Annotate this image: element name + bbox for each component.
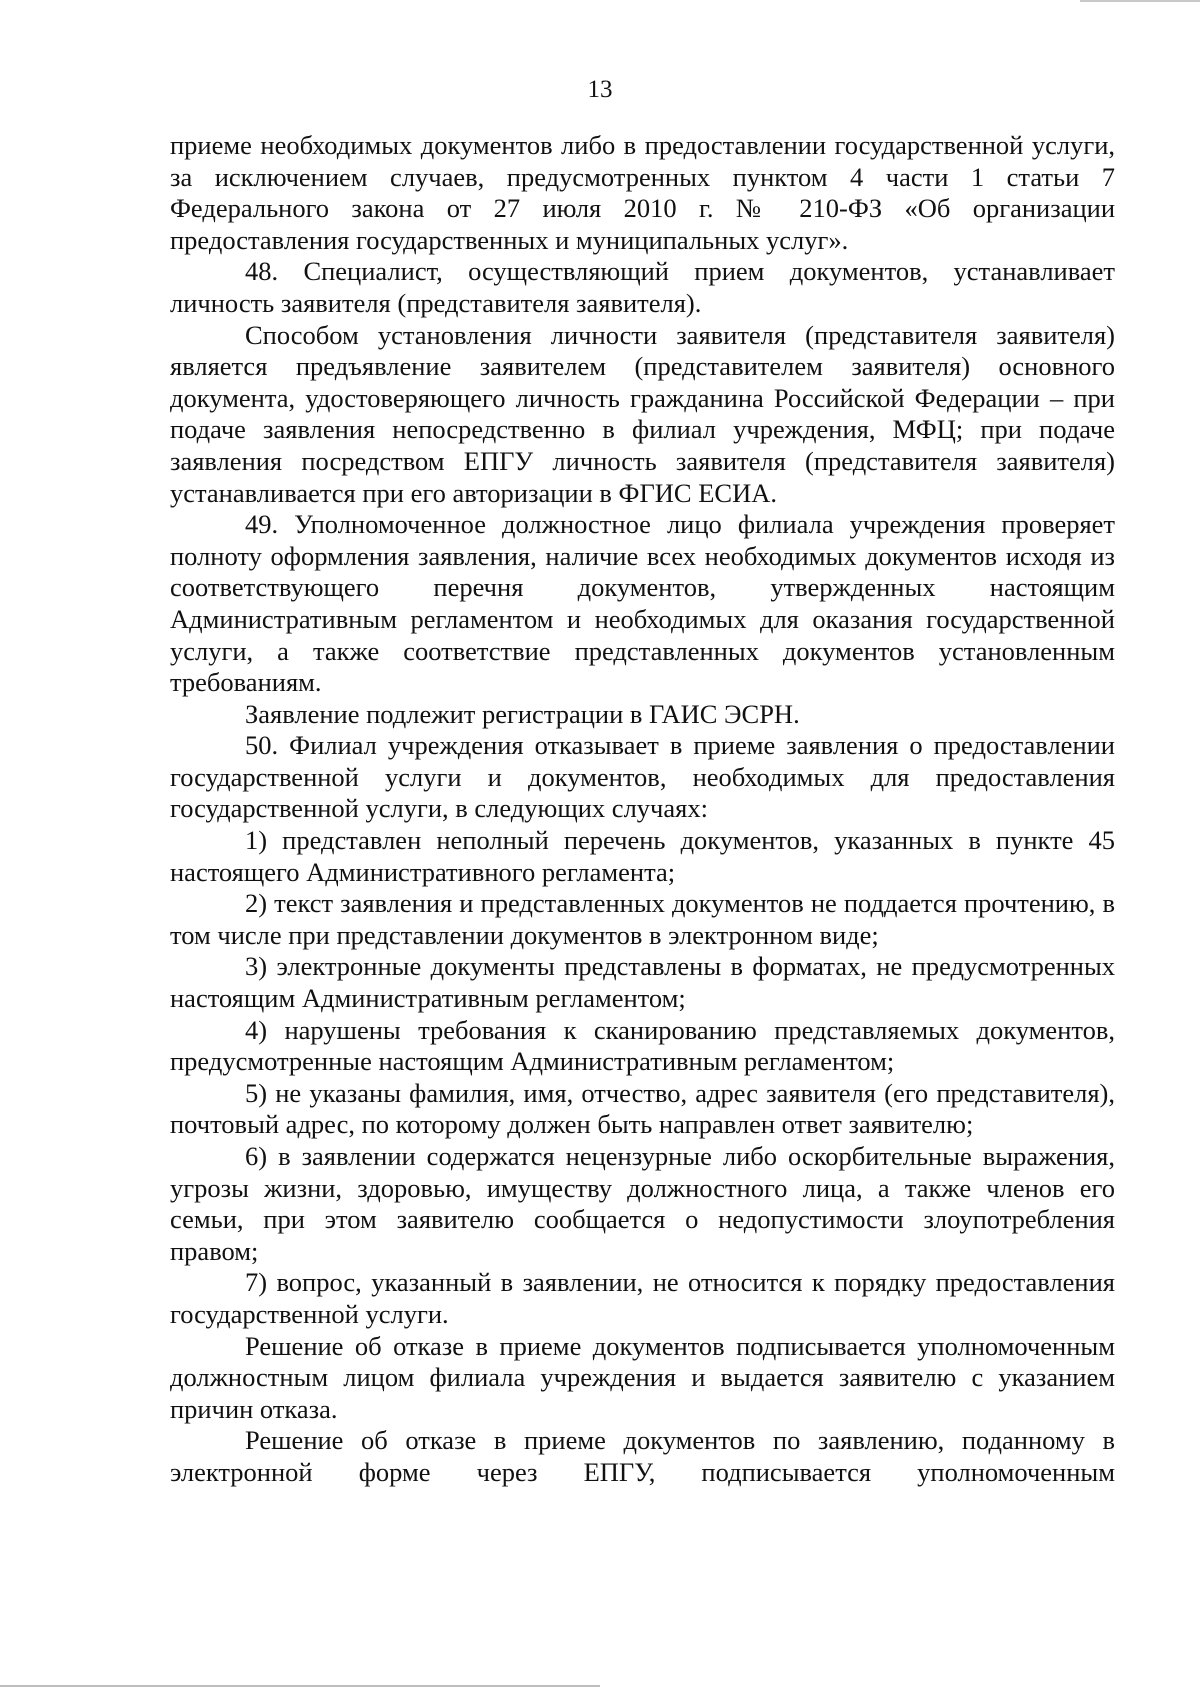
list-item-4: 4) нарушены требования к сканированию представляемых документов, предусмотренные настоящим Административным регламентом; [170,1014,1115,1077]
list-item-3: 3) электронные документы представлены в форматах, не предусмотренных настоящим Административным регламентом; [170,951,1115,1014]
scan-edge-line-bottom [0,1685,600,1687]
paragraph-50: 50. Филиал учреждения отказывает в приеме заявления о предоставлении государственной услуги и документов, необходимых для предоставления государственной услуги, в следующих случаях: [170,730,1115,824]
paragraph-registration: Заявление подлежит регистрации в ГАИС ЭСРН. [245,698,800,729]
paragraph-48: 48. Специалист, осуществляющий прием документов, устанавливает личность заявителя (представителя заявителя). [170,256,1115,318]
paragraph-electronic-refusal: Решение об отказе в приеме документов по заявлению, поданному в электронной форме через ЕПГУ, подписывается уполномоченным [170,1425,1115,1487]
list-item-2: 2) текст заявления и представленных документов не поддается прочтению, в том числе при представлении документов в электронном виде; [170,888,1115,950]
list-item-1: 1) представлен неполный перечень документов, указанных в пункте 45 настоящего Административного регламента; [170,825,1115,887]
scan-edge-line-top [1080,0,1200,2]
paragraph-continuation: приеме необходимых документов либо в предоставлении государственной услуги, за исключением случаев, предусмотренных пунктом 4 части 1 статьи 7 Федерального закона от 27 июля 2010 г. № 210-ФЗ «Об организации предоставления государственных и муниципальных услуг». [170,130,1115,255]
list-item-6: 6) в заявлении содержатся нецензурные либо оскорбительные выражения, угрозы жизни, здоровью, имуществу должностного лица, а также членов его семьи, при этом заявителю сообщается о недопустимости злоупотребления правом; [170,1141,1115,1266]
paragraph-49: 49. Уполномоченное должностное лицо филиала учреждения проверяет полноту оформления заявления, наличие всех необходимых документов исходя из соответствующего перечня документов, утвержденных настоящим Административным регламентом и необходимых для оказания государственной услуги, а также соответствие представленных документов установленным требованиям. [170,509,1115,698]
list-item-5: 5) не указаны фамилия, имя, отчество, адрес заявителя (его представителя), почтовый адрес, по которому должен быть направлен ответ заявителю; [170,1077,1115,1140]
paragraph-identity-method: Способом установления личности заявителя (представителя заявителя) является предъявление заявителем (представителем заявителя) основного документа, удостоверяющего личность гражданина Российской Федерации – при подаче заявления непосредственно в филиал учреждения, МФЦ; при подаче заявления посредством ЕПГУ личность заявителя (представителя заявителя) устанавливается при его авторизации в ФГИС ЕСИА. [170,319,1115,508]
paragraph-refusal-decision: Решение об отказе в приеме документов подписывается уполномоченным должностным лицом филиала учреждения и выдается заявителю с указанием причин отказа. [170,1330,1115,1424]
document-body [170,130,1115,1489]
list-item-7: 7) вопрос, указанный в заявлении, не относится к порядку предоставления государственной услуги. [170,1267,1115,1329]
page-number: 13 [587,76,613,103]
